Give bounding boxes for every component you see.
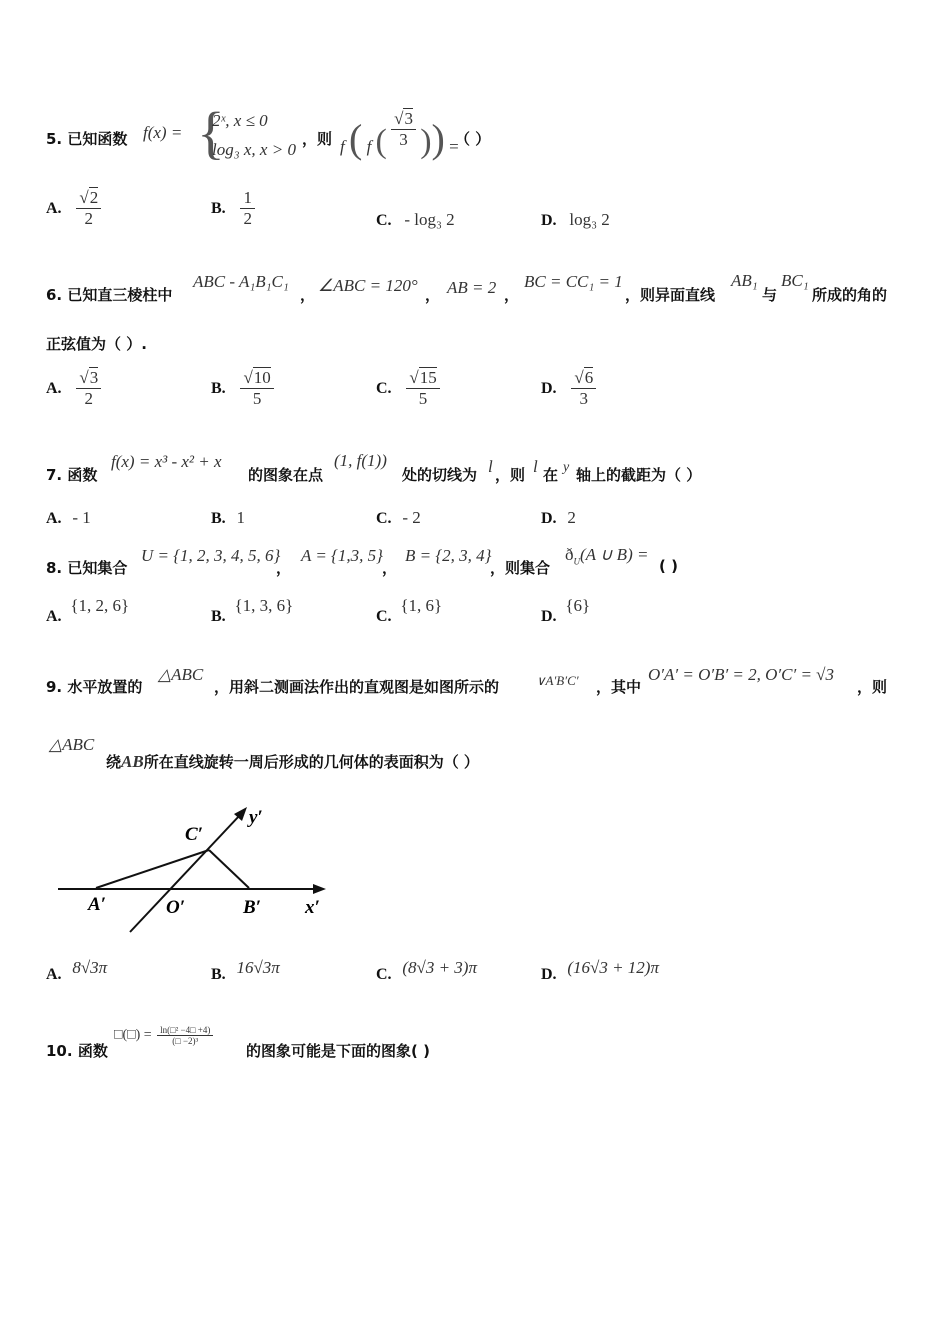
q6-mid: ，则异面直线 — [625, 286, 716, 304]
q6-option-b[interactable]: B. $\frac{√10}{5}$ — [211, 368, 274, 409]
q6-bc: BC = CC₁ = 1 — [524, 272, 623, 291]
q7-option-a[interactable]: A. - 1 — [46, 508, 91, 527]
label-b: B′ — [243, 897, 262, 918]
q8-U: U = {1, 2, 3, 4, 5, 6} — [141, 546, 281, 565]
q9-option-a[interactable]: A. 8√3π — [46, 958, 108, 983]
q6-line1: AB₁ — [731, 271, 758, 290]
q9-stem-e: 绕AB所在直线旋转一周后形成的几何体的表面积为（ ） — [106, 752, 479, 771]
q5-brace: { — [197, 100, 225, 165]
q8-A: A = {1,3, 5} — [301, 546, 383, 565]
q7-stem-b: 的图象在点 — [248, 466, 324, 484]
q8-option-b[interactable]: B. {1, 3, 6} — [211, 596, 294, 625]
x-axis-arrow-icon — [313, 884, 326, 894]
q9-option-c[interactable]: C. (8√3 + 3)π — [376, 958, 477, 983]
q10-stem: 10. 函数 — [46, 1042, 108, 1060]
q9-stem-b: ，用斜二测画法作出的直观图是如图所示的 — [214, 678, 500, 696]
q7-stem-e: 在 — [543, 466, 559, 484]
edge-ac — [96, 850, 209, 888]
q6-prism: ABC - A₁B₁C₁ — [193, 272, 289, 291]
q5-option-d[interactable]: D. log₃ 2 — [541, 210, 610, 229]
q6-line2-text: 正弦值为（ ）. — [46, 335, 147, 353]
q6-sep1: ， — [300, 286, 316, 304]
label-c: C′ — [185, 824, 204, 845]
q8-option-c[interactable]: C. {1, 6} — [376, 596, 443, 625]
q7-point: (1, f(1)) — [334, 451, 387, 470]
q7-stem-f: 轴上的截距为（ ） — [576, 466, 702, 484]
edge-cb — [209, 850, 249, 888]
q7-stem: 7. 函数 — [46, 466, 98, 484]
q7-func: f(x) = x³ - x² + x — [111, 452, 222, 471]
q6-tail: 所成的角的 — [812, 286, 888, 304]
q8-B: B = {2, 3, 4} — [405, 546, 492, 565]
q5-stem: 5. 已知函数 — [46, 130, 128, 148]
q5-option-a[interactable]: A. $\frac{√2}{2}$ — [46, 188, 101, 229]
q9-tri: △ABC — [158, 665, 204, 684]
q7-l: l — [488, 457, 493, 476]
q5-option-c[interactable]: C. - log₃ 2 — [376, 210, 455, 229]
q6-and: 与 — [762, 286, 778, 304]
q5-then: ，则 — [302, 130, 333, 148]
q9-option-d[interactable]: D. (16√3 + 12)π — [541, 958, 659, 983]
label-o: O′ — [166, 897, 186, 918]
q9-stem-d: ，则 — [857, 678, 888, 696]
q8-stem: 8. 已知集合 — [46, 559, 128, 577]
q8-sep2: ， — [382, 559, 398, 577]
q6-sep2: ， — [425, 286, 441, 304]
q6-option-a[interactable]: A. $\frac{√3}{2}$ — [46, 368, 101, 409]
q9-stem: 9. 水平放置的 — [46, 678, 143, 696]
q5-expr: f ( f ( $\frac{√3}{3}$ )) = — [340, 109, 459, 161]
q7-option-d[interactable]: D. 2 — [541, 508, 576, 527]
q7-l2: l — [533, 457, 538, 476]
q8-option-a[interactable]: A. {1, 2, 6} — [46, 596, 130, 625]
q10-stem-b: 的图象可能是下面的图象( ) — [246, 1042, 430, 1060]
label-x: x′ — [305, 897, 320, 918]
q9-tri2: ∨A′B′C′ — [536, 673, 579, 688]
q5-option-b[interactable]: B. $\frac{1}{2}$ — [211, 188, 255, 229]
q7-y: y — [563, 460, 570, 475]
q6-option-c[interactable]: C. $\frac{√15}{5}$ — [376, 368, 440, 409]
q9-cond: O′A′ = O′B′ = 2, O′C′ = √3 — [648, 665, 834, 684]
q8-sep1: ， — [276, 559, 292, 577]
q7-stem-c: 处的切线为 — [402, 466, 478, 484]
q8-option-d[interactable]: D. {6} — [541, 596, 591, 625]
q5-func-lhs: f(x) = — [143, 123, 183, 142]
q9-tri3: △ABC — [49, 735, 95, 754]
q7-option-b[interactable]: B. 1 — [211, 508, 245, 527]
label-a: A′ — [88, 894, 107, 915]
q7-option-c[interactable]: C. - 2 — [376, 508, 421, 527]
q6-option-d[interactable]: D. $\frac{√6}{3}$ — [541, 368, 596, 409]
q9-stem-c: ，其中 — [596, 678, 642, 696]
q10-func: □(□) = $\frac{\text{ln(□² −4□ +4)}}{\text{(□ −2)³}}$ — [114, 1025, 213, 1046]
q6-ab: AB = 2 — [447, 278, 497, 297]
q6-sep3: ， — [504, 286, 520, 304]
q6-angle: ∠ABC = 120° — [318, 276, 418, 295]
q8-paren: ( ) — [659, 557, 678, 575]
q8-stem-b: ，则集合 — [490, 559, 551, 577]
q7-stem-d: ，则 — [495, 466, 526, 484]
q9-option-b[interactable]: B. 16√3π — [211, 958, 280, 983]
q5-paren: （ ） — [455, 130, 491, 148]
q8-expr: $ð_U(A$ ∪ B) = — [565, 545, 649, 567]
q6-line2: BC₁ — [781, 271, 809, 290]
q5-case1: 2ˣ, x ≤ 0 — [212, 111, 268, 130]
q5-case2: log₃ x, x > 0 — [212, 140, 296, 159]
q6-stem: 6. 已知直三棱柱中 — [46, 286, 173, 304]
label-y: y′ — [249, 807, 263, 828]
